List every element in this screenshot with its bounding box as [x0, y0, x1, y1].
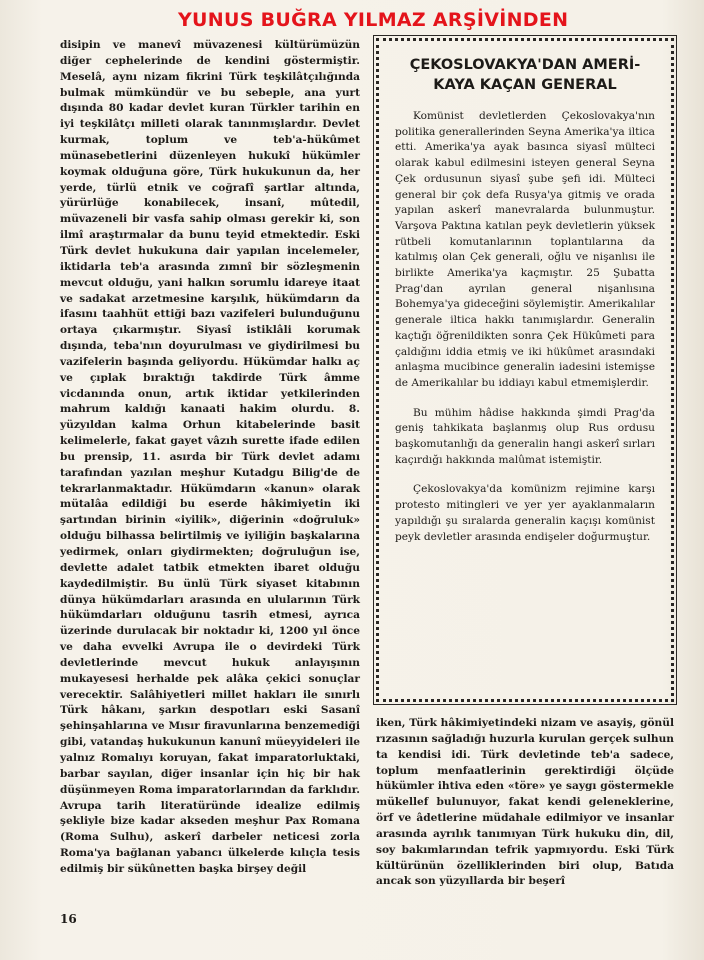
news-box-title [395, 55, 655, 95]
news-box-title-line-2: KAYA KAÇAN GENERAL [433, 77, 617, 93]
left-column-text: disipin ve manevî müvazenesi kültürümüzün diğer cephelerinde de kendini göstermiştir. Meselâ, aynı nizam fikrini Türk teşkilâtçılığında bulmak mümkündür ve bu sebeple, ana yurt dışında 80 kadar devlet kuran Türkler tarihin en iyi teşkilâtçı milleti olarak tanınmışlardır. Devlet kurmak, toplum ve teb'a-hükûmet münasebetlerini düzenleyen hukukî hükümler koymak olduğuna göre, Türk hukukunun da, her yerde, türlü etnik ve coğrafî şartlar altında, yürürlüğe konabilecek, insanî, mûtedil, müvazeneli bir vasfa sahip olması gerekir ki, son ilmî araştırmalar da bunu teyid etmektedir. Eski Türk devlet hukukuna dair yapılan incelemeler, iktidarla teb'a arasında zımnî bir sözleşmenin mevcut olduğu, yani halkın sorumlu idareye itaat ve sadakat arzetmesine karşılık, hükümdarın da ifasını taahhüt ettiği bazı vazifeleri bulunduğunu ortaya çıkarmıştır. Siyasî istiklâli korumak dışında, teba'nın doyurulması ve giydirilmesi bu vazifelerin başında geliyordu. Hükümdar halkı aç ve çıplak bıraktığı takdirde Türk âmme vicdanında onun, artık iktidar yetkilerinden mahrum kaldığı kanaati hakim olurdu. 8. yüzyıldan kalma Orhun kitabelerinde basit kelimelerle, fakat gayet vâzıh surette ifade edilen bu prensip, 11. asırda bir Türk devlet adamı tarafından yazılan meşhur Kutadgu Bilig'de de tekrarlanmaktadır. Hükümdarın «kanun» olarak mütalâa edildiği bu eserde hâkimiyetin iki şartından birinin «iyilik», diğerinin «doğruluk» olduğu bilhassa belirtilmiş ve iyiliğin başkalarına yedirmek, onları giydirmekten; doğruluğun ise, devlette adalet tatbik etmekten ibaret olduğu kaydedilmiştir. Bu ünlü Türk siyaset kitabının dünya hükümdarları arasında en ulularının Türk hükümdarları olduğunu tasrih etmesi, ayrıca üzerinde durulacak bir noktadır ki, 1200 yıl önce ve daha evvelki Avrupa ile o devirdeki Türk devletlerinde mevcut hukuk anlayışının mukayesesi herhalde pek alâka çekici sonuçlar verecektir. Salâhiyetleri millet hakları ile sınırlı Türk hâkanı, şarkın despotları eski Sasanî şehinşahlarına ve Mısır firavunlarına benzemediği gibi, vatandaş hukukunun kanunî müeyyideleri ile yalnız Romalıyı koruyan, fakat imparatorluktaki, barbar sayılan, diğer insanlar için hiç bir hak düşünmeyen Roma imparatorlarından da farklıdır. Avrupa tarih literatüründe idealize edilmiş şekliyle bize kadar akseden meşhur Pax Romana (Roma Sulhu), askerî darbeler neticesi zorla Roma'ya bağlanan yabancı ülkelerde kılıçla tesis edilmiş bir sükûnetten başka birşey değil [60, 39, 360, 875]
news-paragraph-3: Çekoslovakya'da komünizm rejimine karşı protesto mitingleri ve yer yer ayaklanmaların yapıldığı şu sıralarda generalin kaçışı komünist peyk devletler arasında endişeler doğurmuştur. [395, 483, 655, 543]
right-column-text: iken, Türk hâkimiyetindeki nizam ve asayiş, gönül rızasının sağladığı huzurla kurulan gerçek sulhun ta kendisi idi. Türk devletinde teb'a sadece, toplum menfaatlerinin gerektirdiği ölçüde hükümler ihtiva eden «töre» ye saygı göstermekle mükellef bulunuyor, fakat kendi geleneklerine, örf ve âdetlerine müdahale edilmiyor ve insanlar arasında ayrılık tanımıyan Türk hukuku din, dil, soy bakımlarından tefrik yapmıyordu. Eski Türk kültürünün özelliklerinden biri olup, Batıda ancak son yüzyıllarda bir beşerî [376, 717, 674, 888]
news-box-title-line-1: ÇEKOSLOVAKYA'DAN AMERİ- [409, 57, 641, 73]
news-paragraph-1: Komünist devletlerden Çekoslovakya'nın politika generallerinden Seyna Amerika'ya iltica etti. Amerika'ya ayak basınca siyasî mülteci olarak kabul edilmesini isteyen general Seyna Çek ordusunun siyasî şube şefi idi. Mülteci general bir çok defa Rusya'ya gitmiş ve orada yapılan askerî manevralarda bulunmuştur. Varşova Paktına katılan peyk devletlerin yüksek rütbeli komutanlarının toplantılarına da katılmış olan Çek generali, oğlu ve nişanlısı ile birlikte Amerika'ya kaçmıştır. 25 Şubatta Prag'dan ayrılan general nişanlısına Bohemya'ya gideceğini söylemiştir. Amerikalılar generale iltica hakkı tanımışlardır. Generalin kaçtığı öğrenildikten sonra Çek Hükûmeti para çaldığını iddia etmiş ve iki hükûmet arasındaki anlaşma mucibince generalin iadesini istemişse de Amerikalılar bu iddiayı kabul etmemişlerdir. [395, 110, 655, 389]
news-box [376, 38, 674, 702]
news-paragraph-2: Bu mühim hâdise hakkında şimdi Prag'da geniş tahkikata başlanmış olup Rus ordusu başkomutanlığı da generalin hangi askerî sırları kaçırdığı hakkında malûmat istemiştir. [395, 406, 655, 466]
right-article-column [376, 716, 674, 890]
archive-watermark: YUNUS BUĞRA YILMAZ ARŞİVİNDEN [178, 9, 569, 31]
left-article-column [60, 38, 360, 878]
page-number: 16 [60, 912, 77, 926]
